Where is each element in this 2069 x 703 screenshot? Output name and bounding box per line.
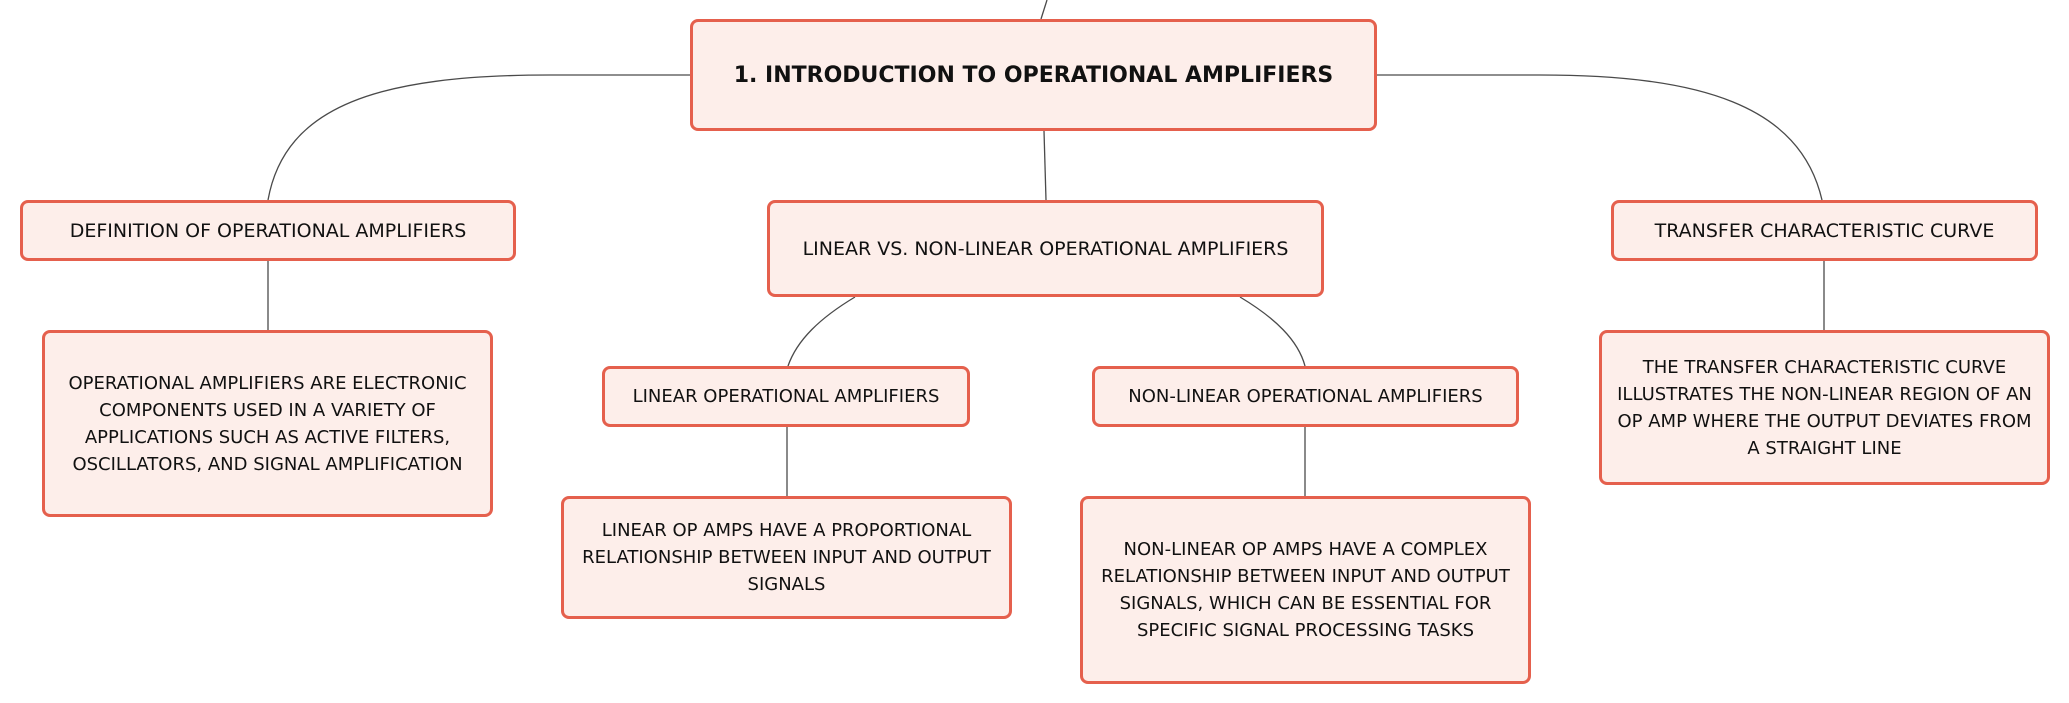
definition-description-node[interactable]	[42, 330, 493, 517]
linear-description-node[interactable]	[561, 496, 1012, 619]
linear-opamp-node-label: LINEAR OPERATIONAL AMPLIFIERS	[632, 386, 940, 407]
transfer-description-text: THE TRANSFER CHARACTERISTIC CURVE ILLUSTRATES THE NON-LINEAR REGION OF AN OP AMP WHERE THE OUTPUT DEVIATES FROM A STRAIGHT LINE	[1617, 356, 2032, 459]
connector-lvn-nonlinear	[1240, 297, 1305, 366]
connector-root-definition	[268, 75, 690, 200]
linear-opamp-node[interactable]	[602, 366, 970, 427]
definition-description-text: OPERATIONAL AMPLIFIERS ARE ELECTRONIC COMPONENTS USED IN A VARIETY OF APPLICATIONS SUCH AS ACTIVE FILTERS, OSCILLATORS, AND SIGNAL AMPLIFICATION	[68, 372, 467, 475]
connector-incoming	[1041, 0, 1047, 19]
connector-root-linear-vs-nonlinear	[1044, 131, 1046, 200]
transfer-description-node[interactable]	[1599, 330, 2050, 485]
connector-lvn-linear	[788, 297, 855, 366]
nonlinear-description-node[interactable]	[1080, 496, 1531, 684]
definition-node[interactable]	[20, 200, 516, 261]
root-node[interactable]	[690, 19, 1377, 131]
transfer-curve-node-label: TRANSFER CHARACTERISTIC CURVE	[1654, 219, 1995, 242]
linear-vs-nonlinear-node[interactable]	[767, 200, 1324, 297]
nonlinear-opamp-node[interactable]	[1092, 366, 1519, 427]
root-node-label: 1. INTRODUCTION TO OPERATIONAL AMPLIFIERS	[733, 62, 1334, 88]
linear-description-text: LINEAR OP AMPS HAVE A PROPORTIONAL RELATIONSHIP BETWEEN INPUT AND OUTPUT SIGNALS	[582, 520, 991, 595]
nonlinear-description-text: NON-LINEAR OP AMPS HAVE A COMPLEX RELATIONSHIP BETWEEN INPUT AND OUTPUT SIGNALS, WHICH CAN BE ESSENTIAL FOR SPECIFIC SIGNAL PROCESSING TASKS	[1101, 539, 1510, 641]
linear-vs-nonlinear-node-label: LINEAR VS. NON-LINEAR OPERATIONAL AMPLIFIERS	[802, 237, 1289, 260]
transfer-curve-node[interactable]	[1611, 200, 2038, 261]
nonlinear-opamp-node-label: NON-LINEAR OPERATIONAL AMPLIFIERS	[1128, 386, 1483, 407]
connector-root-transfer	[1377, 75, 1822, 200]
definition-node-label: DEFINITION OF OPERATIONAL AMPLIFIERS	[69, 219, 467, 242]
